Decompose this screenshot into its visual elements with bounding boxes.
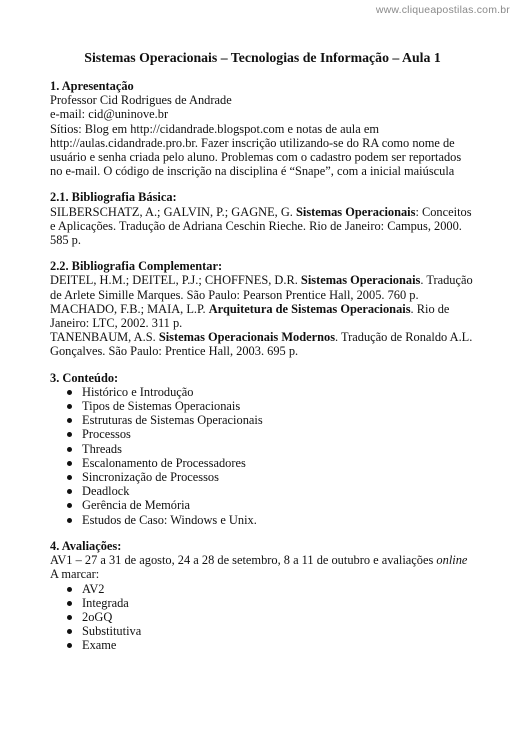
reference-authors: TANENBAUM, A.S. bbox=[50, 330, 159, 345]
list-item: Escalonamento de Processadores bbox=[67, 456, 475, 470]
list-item: Integrada bbox=[67, 596, 475, 610]
reference-authors: MACHADO, F.B.; MAIA, L.P. bbox=[50, 301, 209, 316]
reference-entry bbox=[50, 330, 475, 358]
section-conteudo bbox=[50, 371, 475, 527]
list-item: Deadlock bbox=[67, 484, 475, 498]
reference-entry bbox=[50, 205, 475, 248]
list-item: 2oGQ bbox=[67, 610, 475, 624]
section-heading: 1. Apresentação bbox=[50, 79, 134, 93]
av1-text: AV1 – 27 a 31 de agosto, 24 a 28 de setembro, 8 a 11 de outubro e avaliações bbox=[50, 553, 437, 568]
professor-line: Professor Cid Rodrigues de Andrade bbox=[50, 93, 232, 108]
reference-title: Sistemas Operacionais Modernos bbox=[158, 330, 336, 345]
reference-entry bbox=[50, 302, 475, 330]
email-line: e-mail: cid@uninove.br bbox=[50, 107, 169, 122]
section-bibliografia-complementar bbox=[50, 259, 475, 358]
list-item: Processos bbox=[67, 427, 475, 441]
reference-entry bbox=[50, 273, 475, 301]
document-title: Sistemas Operacionais – Tecnologias de Informação – Aula 1 bbox=[84, 50, 441, 65]
list-item: Sincronização de Processos bbox=[67, 470, 475, 484]
section-bibliografia-basica bbox=[50, 190, 475, 247]
list-item: Estruturas de Sistemas Operacionais bbox=[67, 413, 475, 427]
list-item: Exame bbox=[67, 638, 475, 652]
list-item: AV2 bbox=[67, 582, 475, 596]
reference-details: . Tradução de Arlete Simille Marques. São Paulo: Pearson Prentice Hall, 2005. 760 p. bbox=[50, 273, 473, 302]
section-heading: 2.1. Bibliografia Básica: bbox=[50, 190, 177, 205]
av1-italic: online bbox=[436, 553, 468, 568]
list-item: Substitutiva bbox=[67, 624, 475, 638]
sites-line: http://aulas.cidandrade.pro.br. Fazer inscrição utilizando-se do RA como nome de bbox=[50, 135, 455, 150]
list-item: Histórico e Introdução bbox=[67, 385, 475, 399]
reference-details: : Conceitos e Aplicações. Tradução de Adriana Ceschin Rieche. Rio de Janeiro: Campus, 2000. 585 p. bbox=[50, 204, 472, 248]
reference-title: Sistemas Operacionais bbox=[296, 204, 416, 219]
document-page bbox=[50, 50, 475, 665]
reference-details: . Tradução de Ronaldo A.L. Gonçalves. São Paulo: Prentice Hall, 2003. 695 p. bbox=[50, 330, 473, 359]
sites-line: usuário e senha criada pelo aluno. Problemas com o cadastro podem ser reportados bbox=[50, 150, 462, 165]
reference-title: Arquitetura de Sistemas Operacionais bbox=[208, 301, 411, 316]
list-item: Threads bbox=[67, 442, 475, 456]
section-apresentacao bbox=[50, 79, 475, 178]
watermark: www.cliqueapostilas.com.br bbox=[375, 4, 510, 16]
a-marcar-label: A marcar: bbox=[50, 567, 100, 582]
section-heading: 2.2. Bibliografia Complementar: bbox=[50, 259, 223, 274]
sites-line: no e-mail. O código de inscrição na disciplina é “Snape”, com a inicial maiúscula bbox=[50, 164, 455, 179]
section-avaliacoes bbox=[50, 539, 475, 653]
list-item: Gerência de Memória bbox=[67, 498, 475, 512]
list-item: Tipos de Sistemas Operacionais bbox=[67, 399, 475, 413]
list-item: Estudos de Caso: Windows e Unix. bbox=[67, 513, 475, 527]
section-heading: 3. Conteúdo: bbox=[50, 370, 119, 385]
avaliacoes-list bbox=[50, 582, 475, 653]
av1-line bbox=[50, 553, 475, 567]
reference-title: Sistemas Operacionais bbox=[300, 273, 421, 288]
section-heading: 4. Avaliações: bbox=[50, 538, 122, 553]
sites-line: Sítios: Blog em http://cidandrade.blogspot.com e notas de aula em bbox=[50, 121, 379, 136]
conteudo-list bbox=[50, 385, 475, 527]
reference-details: . Rio de Janeiro: LTC, 2002. 311 p. bbox=[50, 301, 450, 331]
reference-authors: DEITEL, H.M.; DEITEL, P.J.; CHOFFNES, D.R. bbox=[50, 273, 301, 288]
reference-authors: SILBERSCHATZ, A.; GALVIN, P.; GAGNE, G. bbox=[50, 204, 296, 219]
